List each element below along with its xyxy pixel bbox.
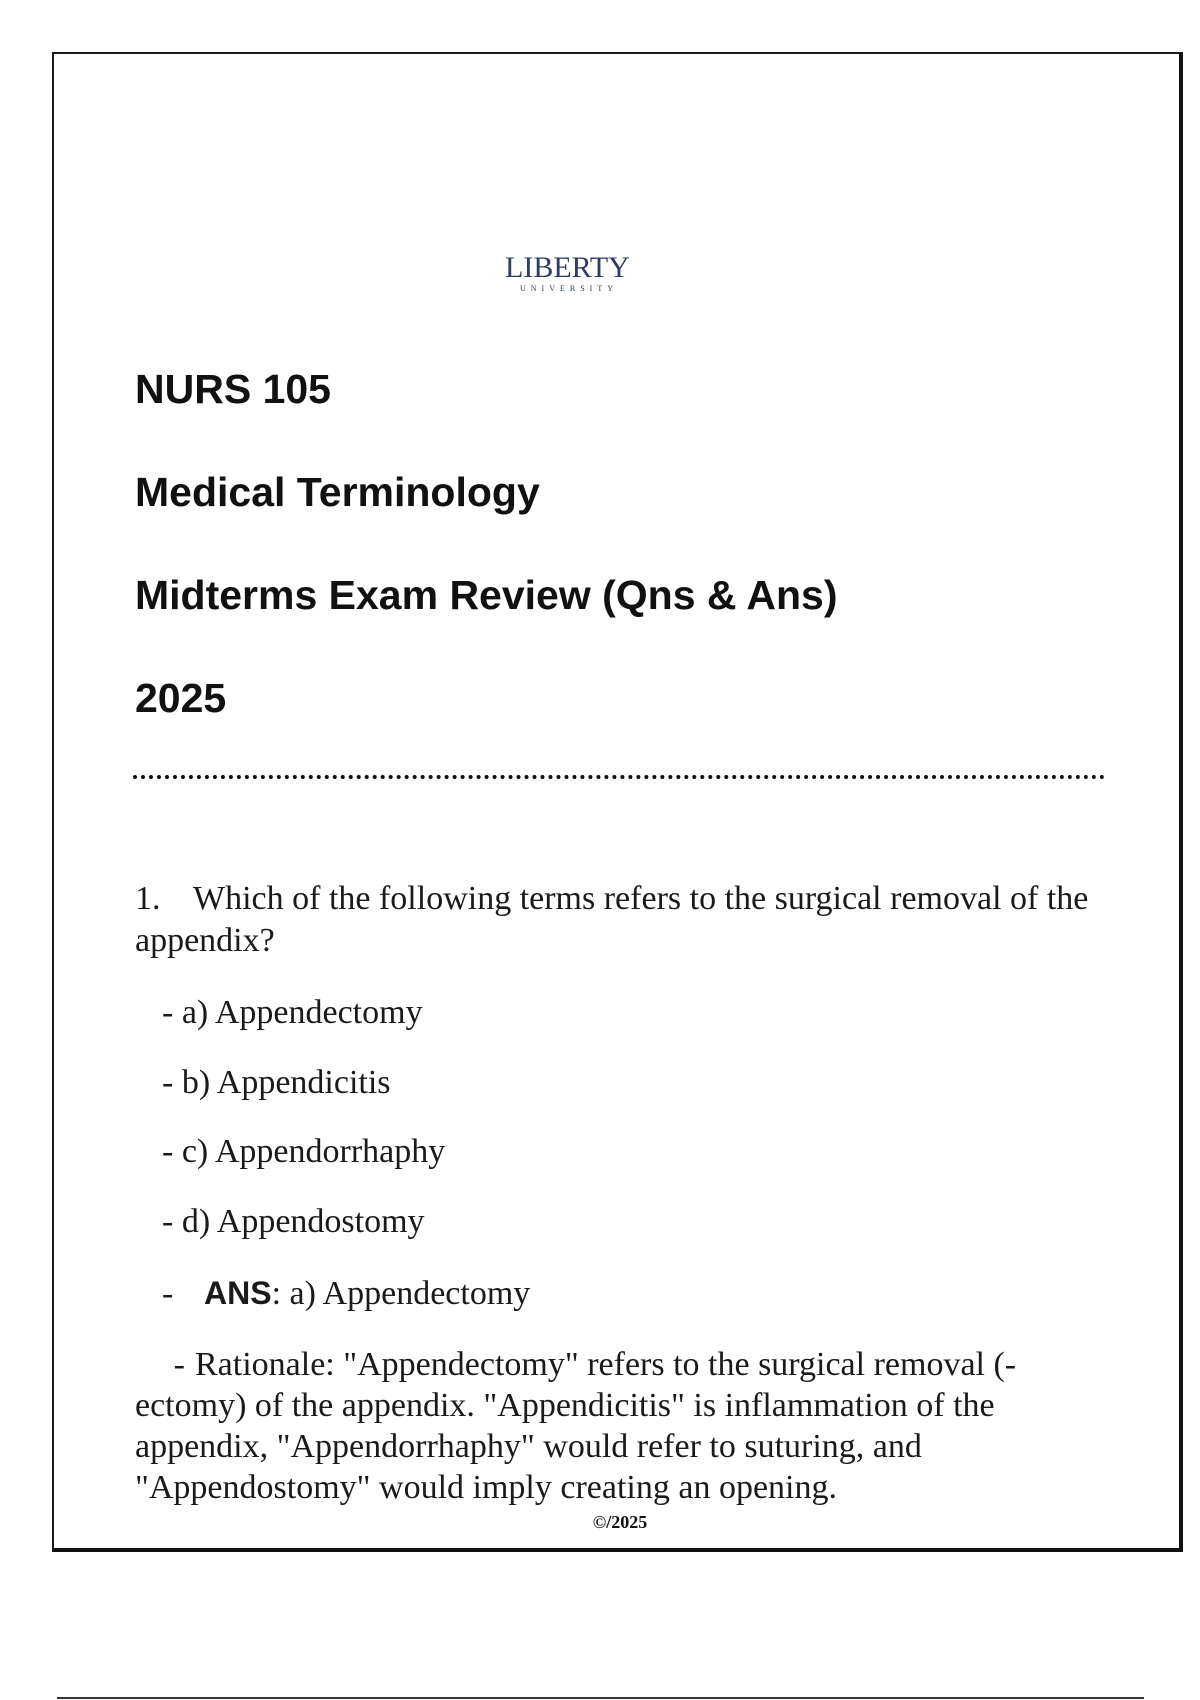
answer-label: ANS (204, 1275, 272, 1311)
rationale-body: Rationale: "Appendectomy" refers to the surgical removal (-ectomy) of the appendix. "Appendicitis" is inflammation of the appendix, "Appendorrhaphy" would refer to suturing, and "Appendostomy" would imply creating an opening. (135, 1346, 1017, 1506)
option-c: - c) Appendorrhaphy (162, 1133, 446, 1170)
dotted-divider (133, 775, 1105, 779)
logo-wordmark: LIBERTY (505, 251, 630, 284)
option-b: - b) Appendicitis (162, 1064, 391, 1101)
course-name: Medical Terminology (135, 469, 540, 515)
question-text (135, 878, 1115, 962)
option-d: - d) Appendostomy (162, 1203, 425, 1240)
exam-title: Midterms Exam Review (Qns & Ans) (135, 572, 838, 618)
logo-subtitle: UNIVERSITY (520, 284, 618, 293)
copyright-notice: ©/2025 (592, 1512, 648, 1532)
answer-line (162, 1272, 530, 1315)
question-number: 1. (135, 880, 161, 917)
answer-dash: - (162, 1275, 174, 1312)
university-logo (505, 253, 629, 293)
course-code: NURS 105 (135, 366, 331, 412)
exam-year: 2025 (135, 675, 227, 721)
bottom-rule (57, 1697, 1144, 1699)
answer-value: : a) Appendectomy (271, 1275, 531, 1312)
rationale-dash: - (173, 1346, 185, 1383)
option-a: - a) Appendectomy (162, 994, 423, 1031)
rationale-text (135, 1344, 1095, 1508)
question-stem: Which of the following terms refers to the surgical removal of the appendix? (135, 880, 1089, 959)
